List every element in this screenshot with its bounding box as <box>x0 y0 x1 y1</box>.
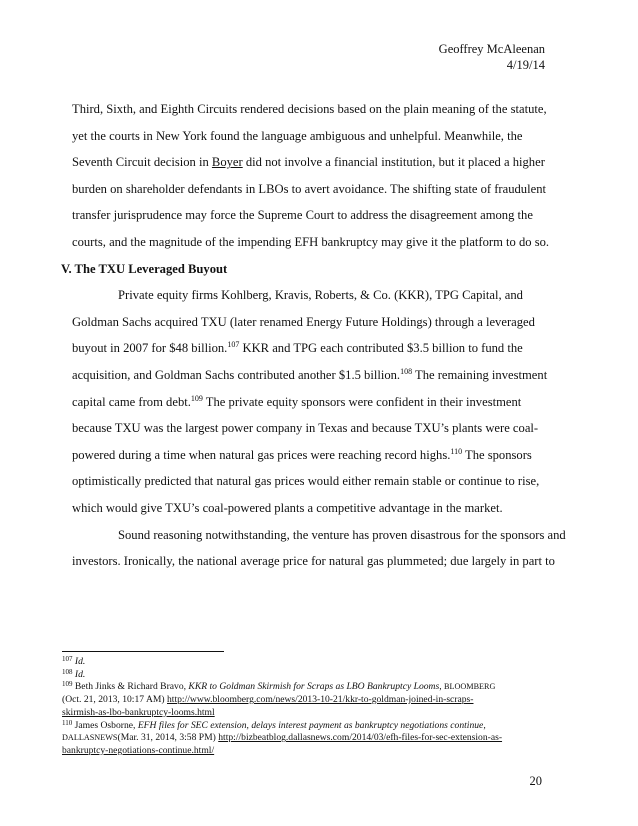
footnote-ref-107[interactable]: 107 <box>227 340 240 350</box>
footnote-109 <box>62 681 578 694</box>
body-line <box>72 442 568 469</box>
footnote-date: (Mar. 31, 2014, 3:58 PM) <box>117 732 219 744</box>
footnote-ref-109[interactable]: 109 <box>190 393 203 403</box>
body-line: transfer jurisprudence may force the Supreme Court to address the disagreement among the <box>72 208 533 223</box>
body-line: Third, Sixth, and Eighth Circuits rendered decisions based on the plain meaning of the statute, <box>72 102 547 116</box>
footnote-number: 108 <box>62 667 73 676</box>
text-run: acquisition, and Goldman Sachs contributed another $1.5 billion. <box>72 367 401 382</box>
footnote-ref-110[interactable]: 110 <box>450 446 463 456</box>
source-link[interactable]: bankruptcy-negotiations-continue.html/ <box>62 744 215 756</box>
footnote-110 <box>62 720 578 733</box>
source-link[interactable]: http://bizbeatblog.dallasnews.com/2014/03/efh-files-for-sec-extension-as- <box>218 732 503 744</box>
body-line <box>72 149 568 176</box>
text-run: buyout in 2007 for $48 billion. <box>72 341 228 356</box>
text-run: KKR and TPG each contributed $3.5 billion to fund the <box>239 341 523 356</box>
body-line <box>72 335 568 362</box>
footnote-107 <box>62 656 578 669</box>
body-line: Private equity firms Kohlberg, Kravis, Roberts, & Co. (KKR), TPG Capital, and <box>118 288 523 303</box>
body-text <box>61 96 568 575</box>
footnote-number: 109 <box>62 680 73 689</box>
source-link[interactable]: skirmish-as-lbo-bankruptcy-looms.html <box>62 706 215 718</box>
footnote-text: Id. <box>74 656 86 667</box>
article-title: KKR to Goldman Skirmish for Scraps as LBO Bankruptcy Looms <box>188 681 440 693</box>
footnote-number: 110 <box>62 718 73 727</box>
footnote-authors: Beth Jinks & Richard Bravo, <box>74 681 189 693</box>
footnote-110-cont <box>62 745 578 758</box>
author-name: Geoffrey McAleenan <box>438 42 545 56</box>
page-header <box>439 41 545 73</box>
body-line: Sound reasoning notwithstanding, the venture has proven disastrous for the sponsors and <box>118 527 566 542</box>
footnote-109-cont <box>62 707 578 720</box>
footnote-number: 107 <box>62 655 73 663</box>
footnotes <box>62 656 578 758</box>
footnote-text: , <box>483 719 486 731</box>
case-name-boyer: Boyer <box>211 155 243 170</box>
text-run: powered during a time when natural gas prices were reaching record highs. <box>72 447 451 462</box>
footnote-text: , <box>439 681 444 693</box>
footnote-date: (Oct. 21, 2013, 10:17 AM) <box>62 694 167 706</box>
footnote-ref-108[interactable]: 108 <box>400 366 413 376</box>
footnote-authors: James Osborne, <box>74 719 138 731</box>
body-line <box>72 389 568 416</box>
section-heading: V. The TXU Leveraged Buyout <box>61 261 228 276</box>
article-title: EFH files for SEC extension, delays interest payment as bankruptcy negotiations continue <box>137 719 484 731</box>
footnote-110-cont <box>62 732 578 745</box>
page-number: 20 <box>529 774 542 788</box>
text-run: Seventh Circuit decision in <box>72 155 212 170</box>
footnote-108 <box>62 669 578 682</box>
text-run: The sponsors <box>462 447 532 462</box>
body-line: optimistically predicted that natural gas prices would either remain stable or continue to rise, <box>72 474 540 489</box>
body-line: investors. Ironically, the national average price for natural gas plummeted; due largely in part to <box>72 554 555 569</box>
publication-name: BLOOMBERG <box>444 682 496 692</box>
text-run: did not involve a financial institution, but it placed a higher <box>242 155 545 170</box>
body-line: courts, and the magnitude of the impending EFH bankruptcy may give it the platform to do so. <box>72 234 550 249</box>
footnote-separator <box>62 651 224 652</box>
source-link[interactable]: http://www.bloomberg.com/news/2013-10-21/kkr-to-goldman-joined-in-scraps- <box>167 694 474 706</box>
footnote-109-cont <box>62 694 578 707</box>
body-line: yet the courts in New York found the language ambiguous and unhelpful. Meanwhile, the <box>72 128 523 143</box>
body-line: because TXU was the largest power company in Texas and because TXU’s plants were coal- <box>72 421 539 436</box>
footnote-text: Id. <box>74 668 86 680</box>
body-line: Goldman Sachs acquired TXU (later renamed Energy Future Holdings) through a leveraged <box>72 314 535 329</box>
header-date: 4/19/14 <box>506 58 545 72</box>
body-line: which would give TXU’s coal-powered plants a competitive advantage in the market. <box>72 500 503 515</box>
text-run: The private equity sponsors were confident in their investment <box>202 394 522 409</box>
publication-name: DALLASNEWS <box>62 733 118 743</box>
body-line <box>72 362 568 389</box>
text-run: The remaining investment <box>412 367 548 382</box>
text-run: capital came from debt. <box>72 394 191 409</box>
body-line: burden on shareholder defendants in LBOs to avert avoidance. The shifting state of fraudulent <box>72 181 546 196</box>
